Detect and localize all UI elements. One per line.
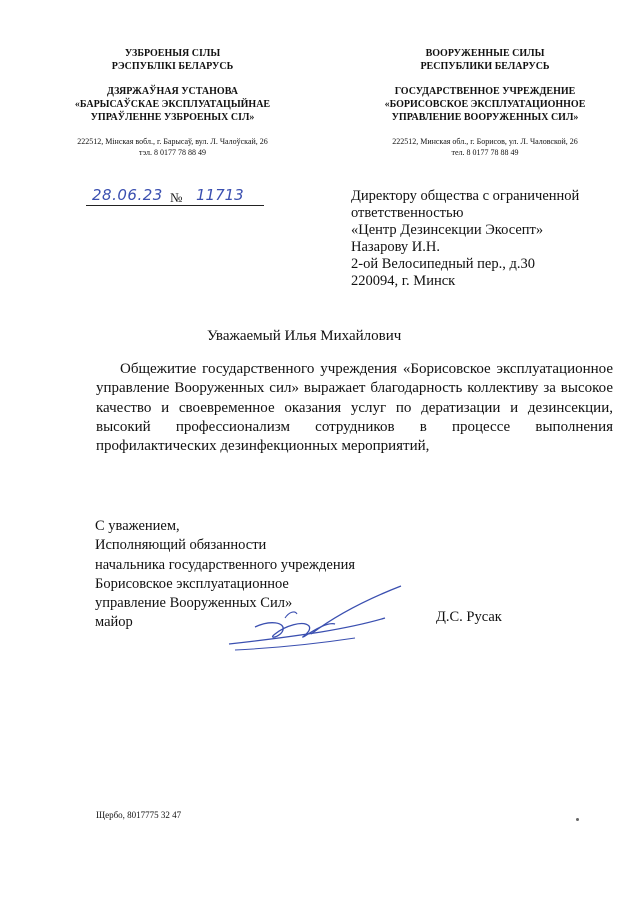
closing-line: управление Вооруженных Сил»: [95, 595, 293, 612]
closing-line: С уважением,: [95, 518, 180, 534]
signer-name: Д.С. Русак: [436, 609, 502, 625]
addressee-block: [351, 188, 621, 290]
addressee-line: ответственностью: [351, 205, 464, 221]
header-left-inst-line2: «БАРЫСАЎСКАЕ ЭКСПЛУАТАЦЫЙНАЕ: [74, 99, 271, 110]
header-left-inst-line1: ДЗЯРЖАЎНАЯ УСТАНОВА: [107, 86, 238, 97]
registration-date: 28.06.23: [92, 186, 163, 204]
header-right-address: 222512, Минская обл., г. Борисов, ул. Л. Чаловской, 26: [392, 137, 578, 146]
registration-underline: [86, 205, 264, 206]
header-left-org-line1: УЗБРОЕНЫЯ СІЛЫ: [124, 48, 221, 59]
header-left-phone: тэл. 8 0177 78 88 49: [139, 148, 206, 157]
closing-line: начальника государственного учреждения: [95, 556, 356, 573]
registration-line: [86, 185, 264, 209]
header-right-org-line1: ВООРУЖЕННЫЕ СИЛЫ: [425, 48, 545, 59]
header-left-org-line2: РЭСПУБЛІКІ БЕЛАРУСЬ: [111, 61, 234, 72]
header-left-address: 222512, Мінская вобл., г. Барысаў, вул. Л. Чалоўскай, 26: [77, 137, 268, 146]
letter-body: [96, 360, 613, 456]
closing-line: майор: [95, 614, 133, 631]
body-paragraph: Общежитие государственного учреждения «Борисовское эксплуатационное управление Вооруженных сил» выражает благодарность коллективу за высокое качество и своевременное оказания услуг по дератизации и дезинсекции, высокий профессионализм сотрудников в процессе выполнения профилактических дезинфекционных мероприятий,: [96, 361, 613, 455]
header-right-inst-line1: ГОСУДАРСТВЕННОЕ УЧРЕЖДЕНИЕ: [394, 86, 576, 97]
salutation: Уважаемый Илья Михайлович: [207, 328, 402, 344]
registration-number: 11713: [196, 186, 244, 204]
addressee-line: 2-ой Велосипедный пер., д.30: [351, 256, 535, 272]
header-left-inst-line3: УПРАЎЛЕННЕ УЗБРОЕНЫХ СІЛ»: [90, 112, 255, 123]
footer-contact: Щербо, 8017775 32 47: [96, 810, 182, 820]
registration-number-label: №: [170, 190, 183, 205]
page-speck: [576, 818, 579, 821]
closing-line: Исполняющий обязанности: [95, 537, 267, 554]
header-right-phone: тел. 8 0177 78 88 49: [451, 148, 519, 157]
header-left-belarusian: [60, 47, 285, 158]
header-right-org-line2: РЕСПУБЛИКИ БЕЛАРУСЬ: [420, 61, 550, 72]
closing-line: Борисовское эксплуатационное: [95, 575, 289, 592]
header-right-inst-line3: УПРАВЛЕНИЕ ВООРУЖЕННЫХ СИЛ»: [391, 112, 579, 123]
header-right-russian: [360, 47, 610, 158]
addressee-line: Назарову И.Н.: [351, 239, 440, 255]
addressee-line: 220094, г. Минск: [351, 273, 456, 289]
addressee-line: «Центр Дезинсекции Экосепт»: [351, 222, 544, 238]
handwritten-signature: [225, 582, 410, 662]
header-right-inst-line2: «БОРИСОВСКОЕ ЭКСПЛУАТАЦИОННОЕ: [384, 99, 586, 110]
addressee-line: Директору общества с ограниченной: [351, 188, 580, 204]
